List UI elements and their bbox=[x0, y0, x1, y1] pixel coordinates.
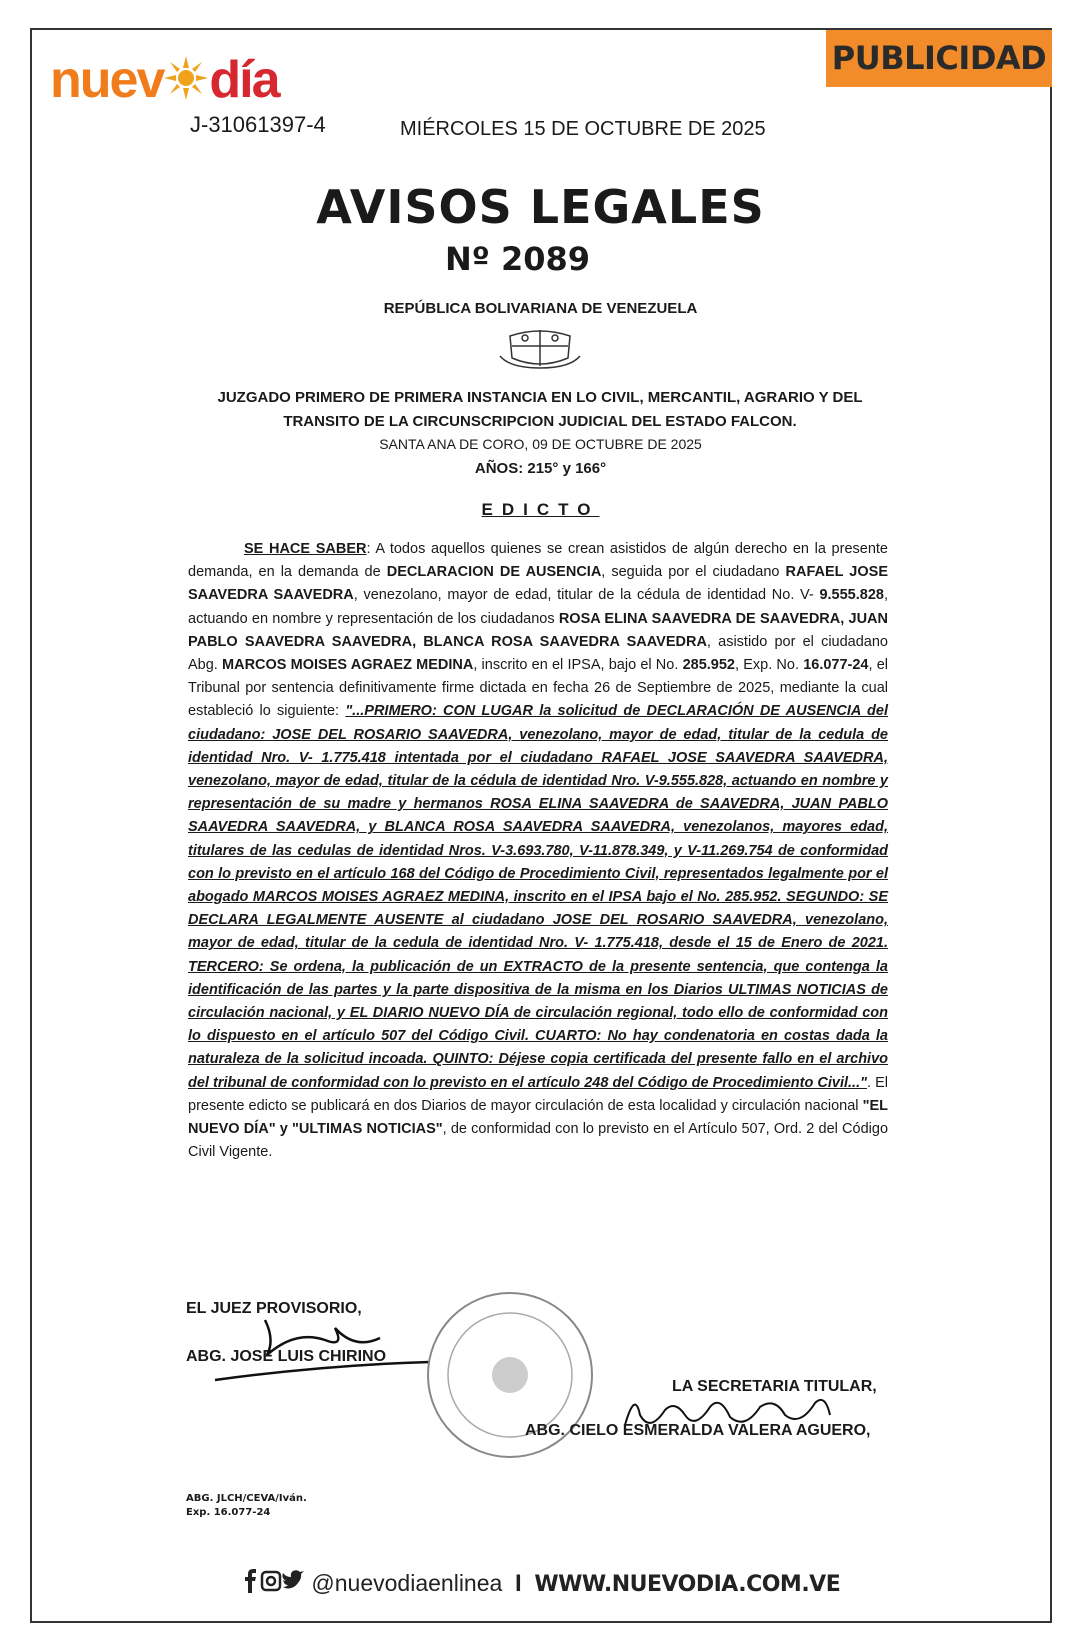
instagram-icon[interactable] bbox=[262, 1572, 280, 1590]
newspaper-logo bbox=[50, 50, 279, 110]
applicant-id: 9.555.828 bbox=[819, 587, 884, 604]
note-file: Exp. 16.077-24 bbox=[186, 1507, 271, 1518]
years-line: AÑOS: 215° y 166° bbox=[474, 460, 607, 477]
document-title: EDICTO bbox=[481, 500, 600, 519]
court-name bbox=[180, 386, 900, 434]
page-footer bbox=[0, 1568, 1081, 1601]
judge-name: ABG. JOSE LUIS CHIRINO bbox=[186, 1348, 387, 1365]
body-text: : A todos aquellos quienes se crean asistidos de algún derecho en la presente demanda, en la demanda de bbox=[188, 541, 888, 581]
newspaper-names: "EL NUEVO DÍA" y "ULTIMAS NOTICIAS" bbox=[188, 1097, 888, 1138]
applicant-name: RAFAEL JOSE SAAVEDRA SAAVEDRA bbox=[188, 564, 888, 604]
intro-label: SE HACE SABER bbox=[244, 541, 367, 557]
reference-note bbox=[186, 1492, 307, 1520]
footer-separator: I bbox=[514, 1569, 522, 1597]
body-text: , actuando en nombre y representación de los ciudadanos bbox=[188, 587, 888, 627]
place-and-date: SANTA ANA DE CORO, 09 DE OCTUBRE DE 2025 bbox=[379, 436, 702, 452]
judge-title: EL JUEZ PROVISORIO, bbox=[186, 1300, 362, 1317]
body-text: , Exp. No. bbox=[735, 657, 804, 674]
body-text: , de conformidad con lo previsto en el Artículo 507, Ord. 2 del Código Civil Vigente. bbox=[188, 1121, 889, 1161]
social-handle[interactable]: @nuevodiaenlinea bbox=[311, 1569, 503, 1596]
body-text: . El presente edicto se publicará en dos Diarios de mayor circulación de esta localidad y circulación nacional bbox=[188, 1074, 888, 1114]
republic-heading: REPÚBLICA BOLIVARIANA DE VENEZUELA bbox=[383, 300, 698, 317]
lawyer-name: MARCOS MOISES AGRAEZ MEDINA bbox=[222, 657, 474, 674]
edict-body bbox=[188, 538, 888, 1164]
case-file-number: 16.077-24 bbox=[803, 657, 869, 674]
secretary-title: LA SECRETARIA TITULAR, bbox=[672, 1378, 877, 1395]
website-link[interactable]: WWW.NUEVODIA.COM.VE bbox=[534, 1571, 841, 1597]
sentence-quote: "...PRIMERO: CON LUGAR la solicitud de DECLARACIÓN DE AUSENCIA del ciudadano: JOSE DEL ROSARIO SAAVEDRA, venezolano, mayor de edad, titular de la cedula de identidad Nro. V- 1.775.418 intentada por el ciudadano RAFAEL JOSE SAAVEDRA SAAVEDRA, venezolano, mayor de edad, titular de la cédula de identidad Nro. V-9.555.828, actuando en nombre y representación de su madre y hermanos ROSA ELINA SAAVEDRA de SAAVEDRA, JUAN PABLO SAAVEDRA SAAVEDRA, y BLANCA ROSA SAAVEDRA SAAVEDRA, venezolanos, mayores edad, titulares de las cedulas de identidad Nros. V-3.693.780, V-11.878.349, y V-11.269.754 de conformidad con lo previsto en el artículo 168 del Código de Procedimiento Civil, representados legalmente por el abogado MARCOS MOISES AGRAEZ MEDINA, inscrito en el IPSA bajo el No. 285.952. SEGUNDO: SE DECLARA LEGALMENTE AUSENTE al ciudadano JOSE DEL ROSARIO SAAVEDRA, venezolano, mayor de edad, titular de la cedula de identidad Nro. V- 1.775.418, desde el 15 de Enero de 2021. TERCERO: Se ordena, la publicación de un EXTRACTO de la presente sentencia, que contenga la identificación de las partes y la parte dispositiva de la misma en los Diarios ULTIMAS NOTICIAS de circulación nacional, y EL DIARIO NUEVO DÍA de circulación regional, todo ello de conformidad con lo dispuesto en el artículo 507 del Código Civil. CUARTO: No hay condenatoria en costas dada la naturaleza de la solicitud incoada. QUINTO: Déjese copia certificada del presente fallo en el archivo del tribunal de conformidad con lo previsto en el artículo 248 del Código de Procedimiento Civil..." bbox=[188, 703, 888, 1091]
note-initials: ABG. JLCH/CEVA/Iván. bbox=[186, 1493, 307, 1504]
notice-number: Nº 2089 bbox=[445, 240, 591, 278]
body-text: , seguida por el ciudadano bbox=[601, 564, 786, 581]
court-line-1: JUZGADO PRIMERO DE PRIMERA INSTANCIA EN LO CIVIL, MERCANTIL, AGRARIO Y DEL bbox=[217, 389, 863, 406]
represented-names: ROSA ELINA SAAVEDRA DE SAAVEDRA, JUAN PABLO SAAVEDRA SAAVEDRA, BLANCA ROSA SAAVEDRA SAAVEDRA bbox=[188, 610, 888, 650]
body-text: , venezolano, mayor de edad, titular de la cédula de identidad No. V- bbox=[353, 587, 820, 604]
facebook-icon[interactable] bbox=[245, 1569, 256, 1593]
rif-number: J-31061397-4 bbox=[190, 112, 326, 137]
section-title: AVISOS LEGALES bbox=[316, 180, 765, 234]
judge-signature bbox=[205, 1310, 435, 1390]
logo-text-right: día bbox=[209, 51, 279, 109]
body-text: , el Tribunal por sentencia definitivamente firme dictada en fecha 26 de Septiembre de 2025, mediante la cual estableció lo siguiente: bbox=[188, 657, 889, 720]
publication-date: MIÉRCOLES 15 DE OCTUBRE DE 2025 bbox=[400, 118, 766, 140]
body-text: , inscrito en el IPSA, bajo el No. bbox=[473, 657, 683, 674]
advertising-badge: PUBLICIDAD bbox=[826, 30, 1052, 87]
ipsa-number: 285.952 bbox=[682, 657, 735, 674]
coat-of-arms-icon bbox=[490, 326, 590, 371]
social-icons bbox=[241, 1568, 305, 1601]
case-type: DECLARACION DE AUSENCIA bbox=[386, 564, 602, 581]
secretary-name: ABG. CIELO ESMERALDA VALERA AGUERO, bbox=[525, 1422, 871, 1439]
logo-text-left: nuev bbox=[50, 51, 164, 109]
court-line-2: TRANSITO DE LA CIRCUNSCRIPCION JUDICIAL DEL ESTADO FALCON. bbox=[283, 413, 797, 430]
twitter-icon[interactable] bbox=[282, 1570, 304, 1588]
sun-logo-icon bbox=[163, 55, 209, 101]
body-text: , asistido por el ciudadano Abg. bbox=[188, 633, 888, 674]
